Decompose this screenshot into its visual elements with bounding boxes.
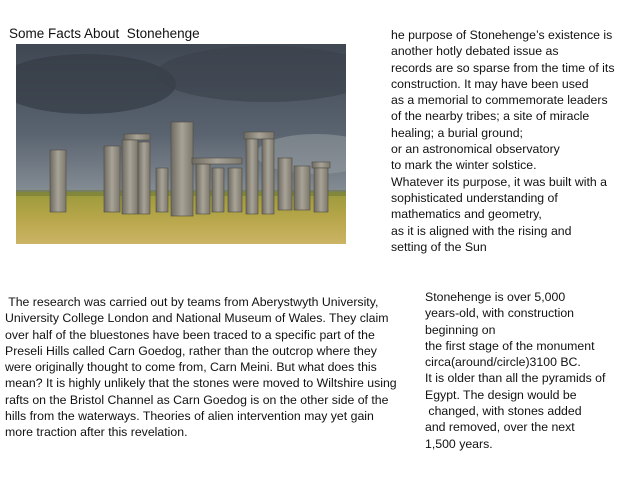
text-line: healing; a burial ground;: [391, 125, 523, 140]
text-line: setting of the Sun: [391, 239, 487, 254]
text-line: or an astronomical observatory: [391, 142, 560, 157]
stonehenge-photo: [16, 44, 346, 244]
text-line: the first stage of the monument: [425, 338, 595, 353]
text-line: he purpose of Stonehenge’s existence is: [391, 28, 613, 42]
text-line: as it is aligned with the rising and: [391, 223, 572, 238]
text-line: The research was carried out by teams from Aberystwyth University,: [5, 295, 379, 309]
text-line: construction. It may have been used: [391, 76, 589, 91]
text-line: more traction after this revelation.: [5, 425, 188, 440]
text-line: as a memorial to commemorate leaders: [391, 93, 608, 108]
slide-title: Some Facts About Stonehenge: [9, 26, 200, 41]
text-line: were originally thought to come from, Carn Meini. But what does this: [5, 360, 377, 375]
text-line: changed, with stones added: [425, 404, 582, 419]
text-line: Preseli Hills called Carn Goedog, rather than the outcrop where they: [5, 343, 377, 358]
text-line: Stonehenge is over 5,000: [425, 290, 566, 304]
text-line: and removed, over the next: [425, 420, 575, 435]
text-line: records are so sparse from the time of its: [391, 60, 615, 75]
text-line: University College London and National Museum of Wales. They claim: [5, 311, 389, 326]
text-line: It is older than all the pyramids of: [425, 371, 606, 386]
text-line: over half of the bluestones have been traced to a specific part of the: [5, 327, 375, 342]
text-line: mean? It is highly unlikely that the stones were moved to Wiltshire using: [5, 376, 397, 391]
purpose-text: [391, 27, 636, 255]
text-line: to mark the winter solstice.: [391, 158, 537, 173]
text-line: sophisticated understanding of: [391, 190, 558, 205]
text-line: years-old, with construction: [425, 306, 574, 321]
text-line: Whatever its purpose, it was built with a: [391, 174, 607, 189]
text-line: beginning on: [425, 322, 496, 337]
text-line: hills from the waterways. Theories of alien intervention may yet gain: [5, 409, 374, 424]
age-facts-text: [425, 289, 635, 452]
text-line: Egypt. The design would be: [425, 387, 577, 402]
text-line: of the nearby tribes; a site of miracle: [391, 109, 590, 124]
text-line: 1,500 years.: [425, 436, 493, 451]
text-line: rafts on the Bristol Channel as Carn Goedog is on the other side of the: [5, 392, 389, 407]
research-text: [5, 294, 425, 441]
text-line: another hotly debated issue as: [391, 44, 559, 59]
text-line: circa(around/circle)3100 BC.: [425, 355, 581, 370]
text-line: mathematics and geometry,: [391, 207, 542, 222]
